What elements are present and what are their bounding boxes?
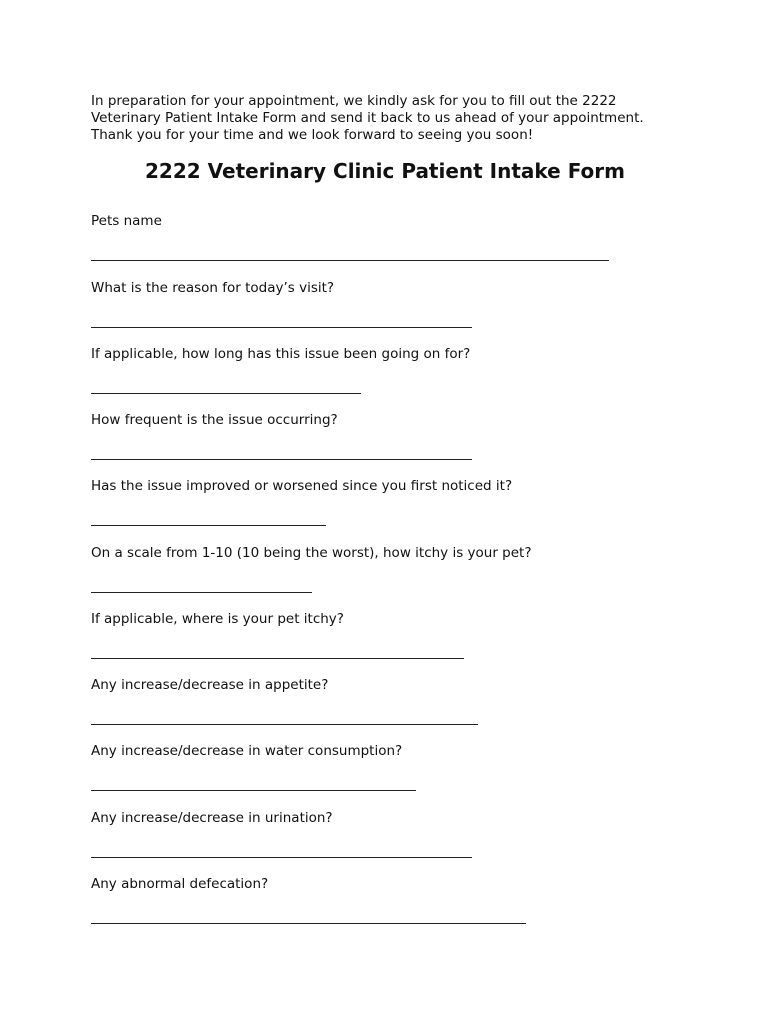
answer-line-urination-change[interactable]	[91, 857, 472, 858]
question-reason-for-visit: What is the reason for today’s visit?	[91, 280, 335, 296]
question-issue-frequency: How frequent is the issue occurring?	[91, 412, 338, 428]
answer-line-reason-for-visit[interactable]	[91, 327, 472, 328]
question-pets-name: Pets name	[91, 213, 162, 229]
answer-line-issue-frequency[interactable]	[91, 459, 472, 460]
question-itch-scale: On a scale from 1-10 (10 being the worst), how itchy is your pet?	[91, 545, 532, 561]
question-issue-progression: Has the issue improved or worsened since you first noticed it?	[91, 478, 513, 494]
answer-line-itch-scale[interactable]	[91, 592, 312, 593]
question-abnormal-defecation: Any abnormal defecation?	[91, 876, 269, 892]
answer-line-abnormal-defecation[interactable]	[91, 923, 526, 924]
question-issue-duration: If applicable, how long has this issue been going on for?	[91, 346, 471, 362]
intro-paragraph	[91, 93, 691, 144]
answer-line-issue-duration[interactable]	[91, 393, 361, 394]
answer-line-issue-progression[interactable]	[91, 525, 326, 526]
answer-line-itch-location[interactable]	[91, 658, 464, 659]
answer-line-appetite-change[interactable]	[91, 724, 478, 725]
question-urination-change: Any increase/decrease in urination?	[91, 810, 333, 826]
intro-line-1: In preparation for your appointment, we kindly ask for you to fill out the 2222	[91, 93, 617, 109]
intro-line-2: Veterinary Patient Intake Form and send it back to us ahead of your appointment.	[91, 110, 644, 126]
question-water-consumption: Any increase/decrease in water consumption?	[91, 743, 403, 759]
form-title: 2222 Veterinary Clinic Patient Intake Form	[145, 159, 625, 183]
intro-line-3: Thank you for your time and we look forward to seeing you soon!	[91, 127, 534, 143]
question-appetite-change: Any increase/decrease in appetite?	[91, 677, 329, 693]
question-itch-location: If applicable, where is your pet itchy?	[91, 611, 344, 627]
answer-line-pets-name[interactable]	[91, 260, 609, 261]
answer-line-water-consumption[interactable]	[91, 790, 416, 791]
